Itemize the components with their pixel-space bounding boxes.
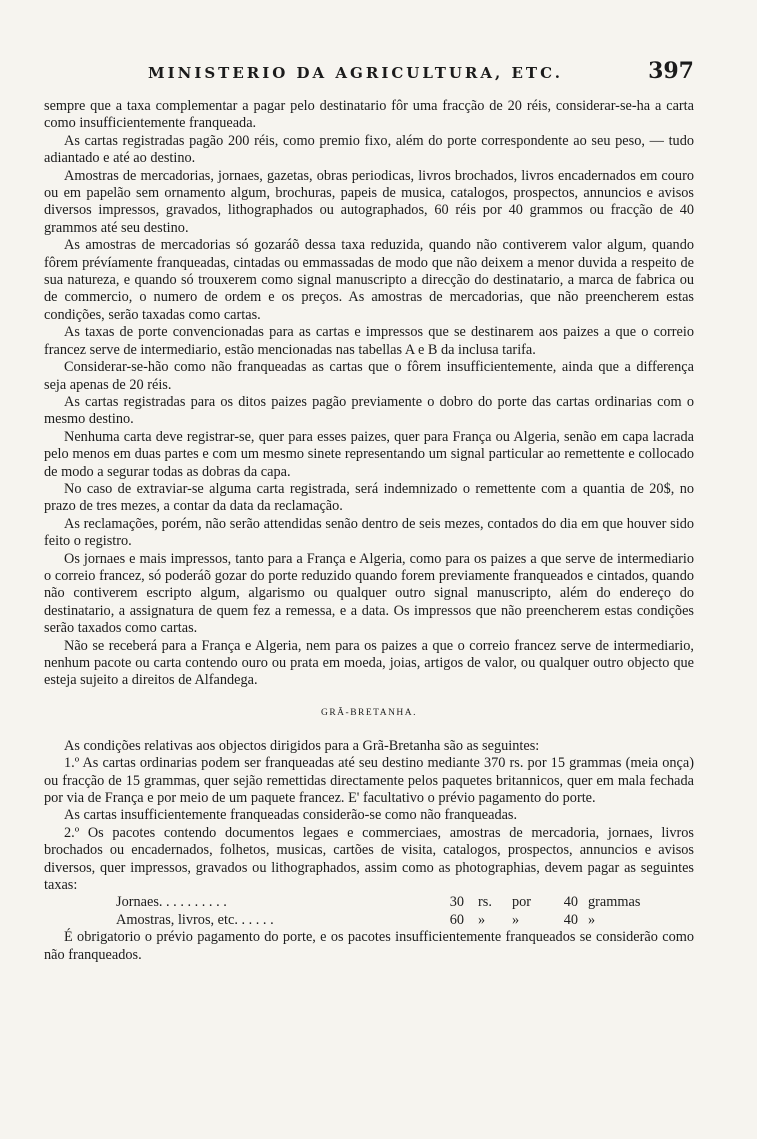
tax-weight-unit: » [588,911,596,928]
tax-unit: » [478,911,486,928]
paragraph: As cartas insufficientemente franqueadas considerão-se como não franqueadas. [64,807,518,824]
page-number: 397 [648,58,694,84]
paragraph: Amostras de mercadorias, jornaes, gazetas, obras periodicas, livros brochados, livros encadernados em couro ou em papelão sem ornamento algum, brochuras, papeis de musica, catalogos, prospectos, annuncios e avisos diversos impressos, gravados, lithographados ou autographados, 60 réis por 40 grammos ou fracção de 40 grammos até seu destino. [44,167,694,236]
page-header [44,56,694,98]
paragraph: As taxas de porte convencionadas para as cartas e impressos que se destinarem aos paizes a que o correio francez serve de intermediario, estão mencionadas nas tabellas A e B da inclusa tarifa. [44,324,694,358]
paragraph: 1.º As cartas ordinarias podem ser franqueadas até seu destino mediante 370 rs. por 15 grammas (meia onça) ou fracção de 15 grammas, quer sejão remettidas directamente pelos paquetes britannicos, quer em mala fechada por via de França e por meio de um paquete francez. E' facultativo o prévio pagamento do porte. [44,755,694,807]
tax-per: por [512,894,532,911]
tax-item-name: Jornaes. . . . . . . . . . [116,894,227,911]
tax-weight: 40 [563,894,578,911]
paragraph: No caso de extraviar-se alguma carta registrada, será indemnizado o remettente com a quantia de 20$, no prazo de tres mezes, a contar da data da reclamação. [44,480,694,515]
paragraph: As amostras de mercadorias só gozaráõ dessa taxa reduzida, quando não contiverem valor algum, quando fôrem prévíamente franqueadas, cintadas ou emmassadas de modo que não deixem a menor duvida a respeito de sua natureza, e quando só trouxerem como signal manuscripto a direcção do destinatario, a marca de fabrica ou de commercio, o numero de ordem e os preços. As amostras de mercadorias, que não preencherem estas condições, serão taxadas como cartas. [44,237,694,323]
tax-row [116,894,694,911]
tax-weight: 40 [563,911,578,928]
tax-value: 60 [449,911,464,928]
tax-per: » [512,911,520,928]
paragraph: As reclamações, porém, não serão attendidas senão dentro de seis mezes, contados do dia em que houver sido feito o registro. [44,515,694,550]
paragraph: Considerar-se-hão como não franqueadas as cartas que o fôrem insufficientemente, ainda que a differença seja apenas de 20 réis. [44,359,694,393]
body-text [44,98,694,964]
tax-unit: rs. [478,894,492,911]
tax-value: 30 [449,894,464,911]
document-page [44,56,694,964]
tax-table [116,894,694,929]
paragraph: É obrigatorio o prévio pagamento do porte, e os pacotes insufficientemente franqueados se considerão como não franqueados. [44,929,694,963]
section-title: GRÃ-BRETANHA. [320,707,418,718]
paragraph: As condições relativas aos objectos dirigidos para a Grã-Bretanha são as seguintes: [64,737,540,754]
tax-row [116,912,694,929]
paragraph: 2.º Os pacotes contendo documentos legaes e commerciaes, amostras de mercadoria, jornaes, livros brochados ou encadernados, folhetos, musicas, cartões de visita, catalogos, prospectos, annuncios e avisos diversos, quer impressos, gravados ou lithographados, assim como as photographias, devem pagar as seguintes taxas: [44,824,694,894]
running-head: MINISTERIO DA AGRICULTURA, ETC. [148,64,563,82]
paragraph: Não se receberá para a França e Algeria, nem para os paizes a que o correio francez serve de intermediario, nenhum pacote ou carta contendo ouro ou prata em moeda, joias, artigos de valor, ou qualquer outro objecto que esteja sujeito a direitos de Alfandega. [44,637,694,689]
paragraph: Nenhuma carta deve registrar-se, quer para esses paizes, quer para França ou Algeria, senão em capa lacrada pelo menos em duas partes e com um mesmo sinete representando um signal particular ao remettente e collocado de modo a segurar todas as dobras da capa. [44,428,694,480]
tax-weight-unit: grammas [588,894,641,911]
paragraph: Os jornaes e mais impressos, tanto para a França e Algeria, como para os paizes a que serve de intermediario o correio francez, só poderáõ gozar do porte reduzido quando forem previamente franqueados e cintados, quando não contiverem escripto algum, algarismo ou qualquer outro signal manuscripto, além do endereço do destinatario, a assignatura de quem fez a remessa, e a data. Os impressos que não preencherem estas condições serão taxados como cartas. [44,550,694,637]
paragraph: sempre que a taxa complementar a pagar pelo destinatario fôr uma fracção de 20 réis, considerar-se-ha a carta como insufficientemente franqueada. [44,98,694,132]
paragraph: As cartas registradas pagão 200 réis, como premio fixo, além do porte correspondente ao seu peso, — tudo adiantado e até ao destino. [44,132,694,167]
paragraph: As cartas registradas para os ditos paizes pagão previamente o dobro do porte das cartas ordinarias com o mesmo destino. [44,393,694,428]
tax-item-name: Amostras, livros, etc. . . . . . [116,911,274,928]
